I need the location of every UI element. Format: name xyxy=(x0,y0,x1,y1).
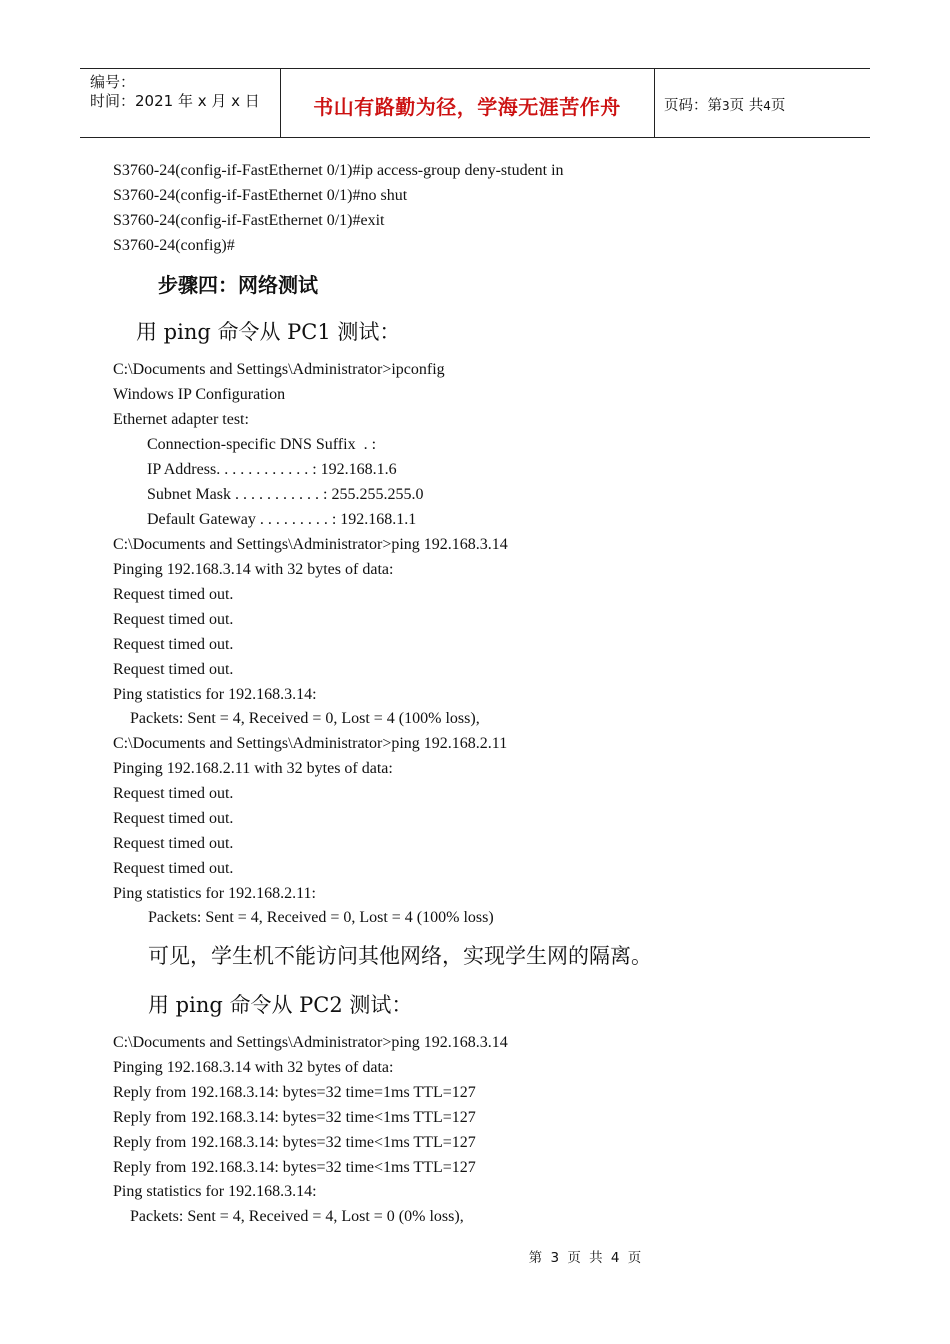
conclusion-paragraph: 可见，学生机不能访问其他网络，实现学生网的隔离。 xyxy=(148,944,652,968)
config-line: S3760-24(config-if-FastEthernet 0/1)#ip access-group deny-student in xyxy=(113,162,564,179)
terminal-line: Request timed out. xyxy=(113,661,234,678)
page-suffix: 页 xyxy=(770,98,786,114)
header-page-indicator xyxy=(664,94,785,115)
page-current: 3 xyxy=(722,99,730,113)
footer-page-number: 第 3 页 共 4 页 xyxy=(528,1250,644,1266)
pc1-intro: 用 ping 命令从 PC1 测试： xyxy=(136,320,401,344)
terminal-line: C:\Documents and Settings\Administrator>ping 192.168.2.11 xyxy=(113,735,508,752)
terminal-line: Reply from 192.168.3.14: bytes=32 time<1ms TTL=127 xyxy=(113,1109,476,1126)
terminal-line: Pinging 192.168.3.14 with 32 bytes of data: xyxy=(113,561,394,578)
terminal-line: C:\Documents and Settings\Administrator>ping 192.168.3.14 xyxy=(113,536,508,553)
page-footer xyxy=(0,1246,950,1267)
terminal-line: Packets: Sent = 4, Received = 4, Lost = 0 (0% loss), xyxy=(130,1208,464,1225)
number-label: 编号： xyxy=(90,73,136,91)
pc2-intro: 用 ping 命令从 PC2 测试： xyxy=(148,993,413,1017)
terminal-line: Windows IP Configuration xyxy=(113,386,286,403)
terminal-line: Connection-specific DNS Suffix . : xyxy=(147,436,377,453)
terminal-line: Ping statistics for 192.168.3.14: xyxy=(113,1183,317,1200)
terminal-line: Ping statistics for 192.168.3.14: xyxy=(113,686,317,703)
terminal-line: Reply from 192.168.3.14: bytes=32 time<1ms TTL=127 xyxy=(113,1134,476,1151)
terminal-line: C:\Documents and Settings\Administrator>ipconfig xyxy=(113,361,445,378)
motto: 书山有路勤为径，学海无涯苦作舟 xyxy=(313,95,621,119)
terminal-line: Packets: Sent = 4, Received = 0, Lost = 4 (100% loss) xyxy=(148,909,494,926)
terminal-line: Request timed out. xyxy=(113,860,234,877)
terminal-line: Request timed out. xyxy=(113,810,234,827)
config-line: S3760-24(config-if-FastEthernet 0/1)#no shut xyxy=(113,187,408,204)
terminal-line: Default Gateway . . . . . . . . . : 192.168.1.1 xyxy=(147,511,417,528)
header-right-cell xyxy=(654,69,870,137)
date-line: 时间：2021 年 x 月 x 日 xyxy=(90,92,260,110)
header-middle-cell xyxy=(280,69,655,137)
terminal-line: C:\Documents and Settings\Administrator>ping 192.168.3.14 xyxy=(113,1034,508,1051)
terminal-line: Request timed out. xyxy=(113,835,234,852)
terminal-line: Reply from 192.168.3.14: bytes=32 time=1ms TTL=127 xyxy=(113,1084,476,1101)
page-total: 4 xyxy=(763,99,771,113)
step-heading: 步骤四：网络测试 xyxy=(158,273,318,297)
terminal-line: Packets: Sent = 4, Received = 0, Lost = 4 (100% loss), xyxy=(130,710,480,727)
terminal-line: Pinging 192.168.3.14 with 32 bytes of data: xyxy=(113,1059,394,1076)
terminal-line: Reply from 192.168.3.14: bytes=32 time<1ms TTL=127 xyxy=(113,1159,476,1176)
terminal-line: Subnet Mask . . . . . . . . . . . : 255.255.255.0 xyxy=(147,486,424,503)
config-line: S3760-24(config-if-FastEthernet 0/1)#exit xyxy=(113,212,385,229)
terminal-line: Ethernet adapter test: xyxy=(113,411,249,428)
config-line: S3760-24(config)# xyxy=(113,237,235,254)
terminal-line: Ping statistics for 192.168.2.11: xyxy=(113,885,316,902)
terminal-line: Request timed out. xyxy=(113,611,234,628)
terminal-line: Pinging 192.168.2.11 with 32 bytes of data: xyxy=(113,760,393,777)
terminal-line: Request timed out. xyxy=(113,636,234,653)
page-prefix: 页码：第 xyxy=(664,98,722,114)
page-header xyxy=(80,68,870,138)
terminal-line: Request timed out. xyxy=(113,785,234,802)
page-mid: 页 共 xyxy=(729,98,764,114)
terminal-line: Request timed out. xyxy=(113,586,234,603)
terminal-line: IP Address. . . . . . . . . . . . : 192.168.1.6 xyxy=(147,461,397,478)
header-left-cell xyxy=(80,69,281,137)
